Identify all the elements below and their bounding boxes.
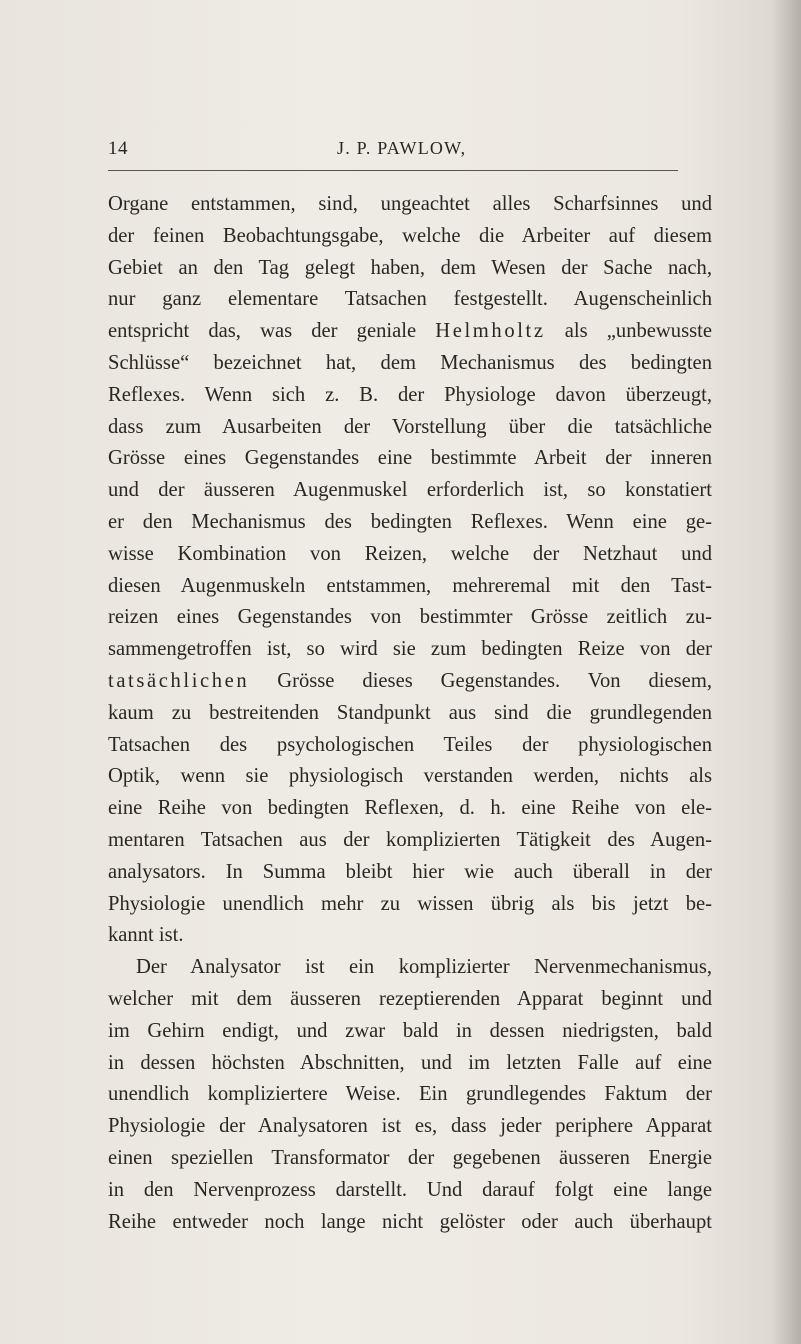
text-line: einen speziellen Transformator der gegebenen äusseren Energie [108, 1146, 712, 1169]
text-line: reizen eines Gegenstandes von bestimmter Grösse zeitlich zu- [108, 606, 712, 629]
text-line: Reihe entweder noch lange nicht gelöster oder auch überhaupt [108, 1210, 712, 1233]
text-line: Physiologie unendlich mehr zu wissen übrig als bis jetzt be- [108, 892, 712, 915]
text-line: sammengetroffen ist, so wird sie zum bedingten Reize von der [108, 638, 712, 661]
text-segment: entspricht das, was der geniale [108, 320, 417, 343]
text-line: Gebiet an den Tag gelegt haben, dem Wesen der Sache nach, [108, 256, 712, 279]
page-number: 14 [108, 138, 128, 159]
text-line: kannt ist. [108, 924, 184, 947]
text-line: Physiologie der Analysatoren ist es, dass jeder periphere Apparat [108, 1115, 712, 1138]
text-line: wisse Kombination von Reizen, welche der Netzhaut und [108, 542, 712, 565]
text-line: Organe entstammen, sind, ungeachtet alles Scharfsinnes und [108, 193, 712, 215]
text-line [108, 316, 712, 348]
text-line: Tatsachen des psychologischen Teiles der physiologischen [108, 733, 712, 756]
text-segment: Grösse dieses Gegenstandes. Von diesem, [277, 669, 712, 692]
running-head: J. P. PAWLOW, [337, 138, 467, 158]
text-line: mentaren Tatsachen aus der komplizierten Tätigkeit des Augen- [108, 828, 712, 851]
text-line: dass zum Ausarbeiten der Vorstellung über die tatsächliche [108, 415, 712, 438]
text-line: im Gehirn endigt, und zwar bald in dessen niedrigsten, bald [108, 1019, 712, 1042]
text-line: Der Analysator ist ein komplizierter Nervenmechanismus, [136, 956, 712, 979]
text-line: analysators. In Summa bleibt hier wie auch überall in der [108, 860, 712, 883]
text-line: eine Reihe von bedingten Reflexen, d. h. eine Reihe von ele- [108, 797, 712, 820]
text-line: der feinen Beobachtungsgabe, welche die Arbeiter auf diesem [108, 224, 712, 247]
text-segment: als „unbewusste [564, 320, 712, 343]
spaced-word-tatsaechlichen: tatsächlichen [108, 669, 250, 692]
text-line: Reflexes. Wenn sich z. B. der Physiologe davon überzeugt, [108, 383, 712, 406]
text-line: nur ganz elementare Tatsachen festgestellt. Augenscheinlich [108, 288, 712, 311]
text-line: welcher mit dem äusseren rezeptierenden Apparat beginnt und [108, 987, 712, 1010]
text-line [108, 666, 712, 698]
text-line: er den Mechanismus des bedingten Reflexes. Wenn eine ge- [108, 510, 712, 533]
header-rule [108, 170, 678, 171]
text-line: in dessen höchsten Abschnitten, und im letzten Falle auf eine [108, 1051, 712, 1074]
text-line: und der äusseren Augenmuskel erforderlich ist, so konstatiert [108, 479, 712, 502]
text-line: in den Nervenprozess darstellt. Und darauf folgt eine lange [108, 1178, 712, 1201]
text-line: Schlüsse“ bezeichnet hat, dem Mechanismus des bedingten [108, 351, 712, 374]
text-line: Optik, wenn sie physiologisch verstanden werden, nichts als [108, 765, 712, 788]
text-line: kaum zu bestreitenden Standpunkt aus sind die grundlegenden [108, 701, 712, 724]
spaced-name-helmholtz: Helmholtz [435, 320, 546, 343]
text-line: diesen Augenmuskeln entstammen, mehreremal mit den Tast- [108, 574, 712, 597]
body-text [108, 189, 712, 1238]
text-line: Grösse eines Gegenstandes eine bestimmte Arbeit der inneren [108, 447, 712, 470]
page-header [108, 138, 678, 168]
page-edge-shadow [771, 0, 801, 1344]
text-line: unendlich kompliziertere Weise. Ein grundlegendes Faktum der [108, 1083, 712, 1106]
